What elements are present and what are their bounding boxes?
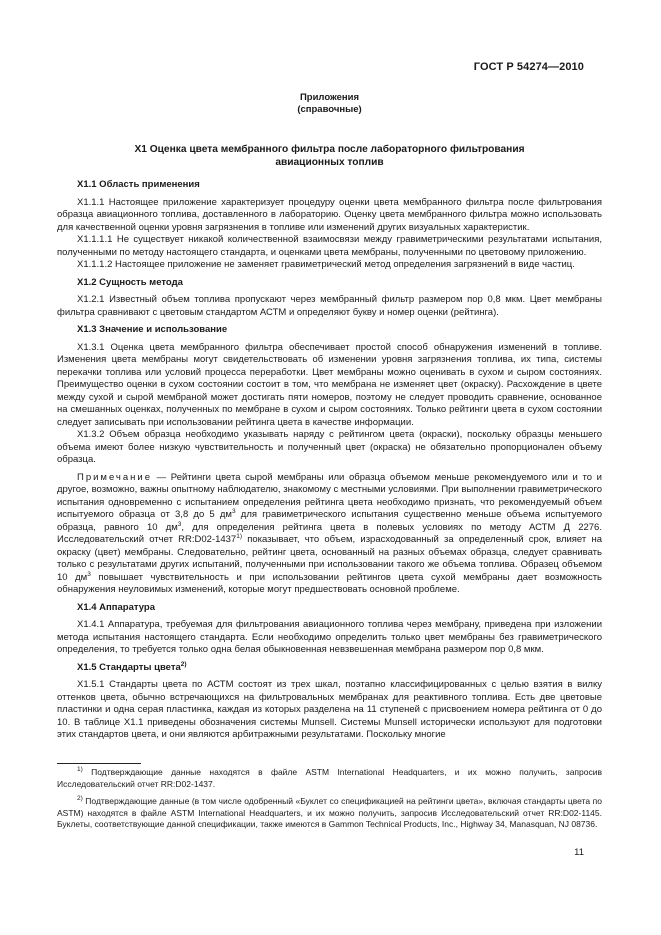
paragraph-x1-3-2: Х1.3.2 Объем образца необходимо указывать наряду с рейтингом цвета (окраски), поскольку образцы меньшего объема имеют более низкую чувствительность и полученный цвет (окраска) не обязательно пропорционален объему образца. bbox=[57, 429, 602, 465]
appendix-title-line2: авиационных топлив bbox=[275, 157, 384, 168]
note-sup-3: 1) bbox=[236, 532, 242, 540]
paragraph-x1-4-1: Х1.4.1 Аппаратура, требуемая для фильтрования авиационного топлива через мембрану, приведена при изложении метода испытания настоящего стандарта. Если необходимо определить только цвет мембраны без гравиметрического определения, то требуется только одна белая обыкновенная невзвешенная мембрана размером пор 0,8 мкм. bbox=[57, 619, 602, 655]
paragraph-x1-2-1: Х1.2.1 Известный объем топлива пропускают через мембранный фильтр размером пор 0,8 мкм. Цвет мембраны фильтра сравнивают с цветовым стандартом АСТМ и определяют букву и номер оценки (рейтинга). bbox=[57, 294, 602, 318]
paragraph-x1-1-1-1: Х1.1.1.1 Не существует никакой количественной взаимосвязи между гравиметрическими результатами испытания, полученными по методу настоящего стандарта, и оценками цвета мембраны, полученными по цветовому приложению. bbox=[57, 234, 602, 258]
note-text-c: , для определения рейтинга цвета в полевых условиях по методу АСТМ Д 2276. Исследовательский отчет RR:D02-1437 bbox=[57, 521, 602, 545]
appendix-title bbox=[57, 143, 602, 169]
section-heading-apparatus: Х1.4 Аппаратура bbox=[77, 601, 156, 613]
note-text-e: повышает чувствительность и при использовании рейтингов цвета сухой мембраны дает возможность обнаружения неуловимых изменений, которые могут предшествовать основной проблеме. bbox=[57, 571, 602, 595]
paragraph-x1-3-1: Х1.3.1 Оценка цвета мембранного фильтра обеспечивает простой способ обнаружения изменений в топливе. Изменения цвета мембраны могут свидетельствовать об изменении уровня загрязнения топлива, их типа, системы перекачки топлива или условий процесса переработки. Цвет мембраны можно оценивать в сухом и сыром состояниях. Преимущество оценки в сухом состоянии состоит в том, что мембрана не изменяет цвет (окраску). Расхождение в цвете между сухой и сырой мембраной может достигать пяти номеров, поэтому не следует проводить сравнение, основанное на смешанных оценках, полученных по мембране в сухом и сыром состояниях. Только рейтинги цвета в сухом состоянии следует записывать при использовании рейтинга цвета в качестве информации. bbox=[57, 341, 602, 428]
footnote-1 bbox=[57, 767, 602, 790]
footnote-2 bbox=[57, 796, 602, 831]
note-paragraph bbox=[57, 472, 602, 597]
appendix-title-line1: Х1 Оценка цвета мембранного фильтра после лабораторного фильтрования bbox=[134, 144, 525, 155]
paragraph-x1-1-1: Х1.1.1 Настоящее приложение характеризует процедуру оценки цвета мембранного фильтра после фильтрования образца авиационного топлива, доставленного в лабораторию. Оценку цвета мембранного фильтра можно использовать для качественной оценки уровня загрязнения в топливе или изменений других визуальных характеристик. bbox=[57, 196, 602, 233]
footnote-1-text: Подтверждающие данные находятся в файле ASTM International Headquarters, и их можно получить, запросив Исследовательский отчет RR:D02-1437. bbox=[57, 767, 602, 789]
footnote-1-mark: 1) bbox=[77, 766, 83, 774]
note-text-d: показывает, что объем, израсходованный за определенный срок, влияет на окраску (цвет) мембраны. Следовательно, рейтинг цвета, основанный на разных объемах образца, следует сравнивать только с результатами других испытаний, полученными при использовании такого же объема топлива. Образец объемом 10 дм bbox=[57, 534, 602, 583]
page-number: 11 bbox=[574, 847, 584, 858]
section-heading-scope: Х1.1 Область применения bbox=[77, 179, 200, 190]
document-body bbox=[57, 179, 602, 742]
note-sup-4: 3 bbox=[87, 570, 91, 578]
note-label: Примечание bbox=[77, 471, 152, 483]
footnote-divider bbox=[57, 763, 141, 764]
standard-header: ГОСТ Р 54274—2010 bbox=[473, 61, 584, 73]
note-sup-1: 3 bbox=[231, 507, 236, 515]
footnote-2-text: Подтверждающие данные (в том числе одобренный «Буклет со спецификацией на рейтинги цвета», включая стандарты цвета по ASTM) находятся в файле ASTM International Headquarters, и их можно получить, запросив Исследовательский отчет RR:D02-1145. Буклеты, соответствующие данной спецификации, также имеются в Gammon Technical Products, Inc., Highway 34, Manasquan, NJ 08736. bbox=[57, 796, 602, 829]
appendix-type: (справочные) bbox=[297, 104, 362, 115]
section-heading-significance: Х1.3 Значение и использование bbox=[77, 324, 228, 335]
note-text-b: для гравиметрического испытания существенно меньше объема испытуемого образца, равного 10 дм bbox=[57, 509, 602, 533]
footnote-2-mark: 2) bbox=[77, 795, 83, 803]
section-heading-method: Х1.2 Сущность метода bbox=[77, 276, 183, 288]
paragraph-x1-5-1: Х1.5.1 Стандарты цвета по АСТМ состоят из трех шкал, поэтапно классифицированных с целью взятия в вилку оттенков цвета, обычно встречающихся на фильтровальных мембранах для реактивного топлива. Есть две цветовые пластинки и одна серая пластинка, каждая из которых разделена на 11 ступеней с присвоением номера рейтинга от 0 до 10. В таблице Х1.1 приведены обозначения системы Munsell. Системы Munsell исторически используют для подготовки этих стандартов цвета, и они являются арбитражными результатами. Поскольку многие bbox=[57, 679, 602, 740]
note-text-a: — Рейтинги цвета сырой мембраны или образца объемом меньше рекомендуемого или и то и другое, возможно, важны опытному наблюдателю, знакомому с местными условиями. При выполнении гравиметрического испытания одновременно с испытанием определения рейтинга цвета необходимо признать, что рекомендуемый объем испытуемого образца от 3,8 до 5 дм bbox=[57, 471, 602, 520]
note-sup-2: 3 bbox=[177, 520, 182, 528]
footnote-ref-2: 2) bbox=[180, 660, 187, 668]
paragraph-x1-1-1-2: Х1.1.1.2 Настоящее приложение не заменяет гравиметрический метод определения загрязнений в виде частиц. bbox=[77, 259, 575, 270]
section-heading-color-standards bbox=[57, 662, 602, 675]
color-standards-heading-text: Х1.5 Стандарты цвета bbox=[77, 661, 181, 673]
appendix-label: Приложения bbox=[299, 92, 360, 103]
